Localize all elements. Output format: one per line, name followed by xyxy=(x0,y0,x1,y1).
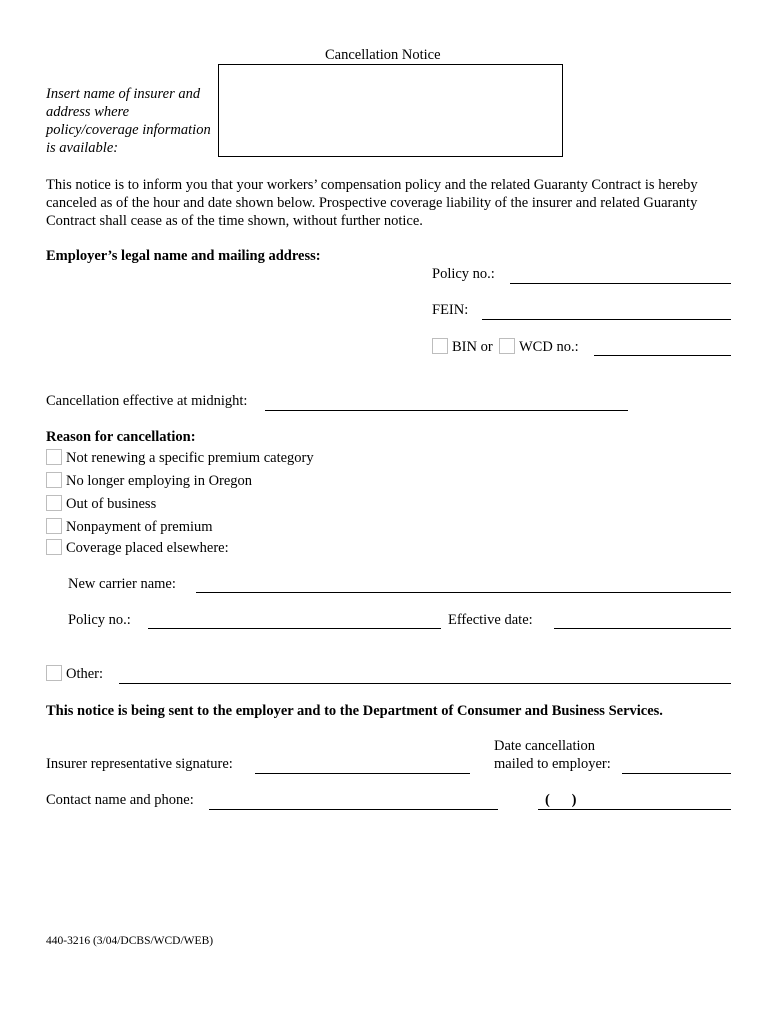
reason-label-nonpayment: Nonpayment of premium xyxy=(66,519,213,535)
effective-date-label: Effective date: xyxy=(448,612,533,628)
fein-field[interactable] xyxy=(482,319,731,320)
contact-label: Contact name and phone: xyxy=(46,792,194,808)
reason-checkbox-nonpayment[interactable] xyxy=(46,518,62,534)
contact-name-field[interactable] xyxy=(209,809,498,810)
wcd-label: WCD no.: xyxy=(519,339,579,355)
new-carrier-policy-field[interactable] xyxy=(148,628,441,629)
date-mailed-field[interactable] xyxy=(622,773,731,774)
notice-sent-text: This notice is being sent to the employer and to the Department of Consumer and Business Services. xyxy=(46,703,663,719)
rep-signature-label: Insurer representative signature: xyxy=(46,756,233,772)
cancellation-effective-field[interactable] xyxy=(265,410,628,411)
employer-policy-field[interactable] xyxy=(510,283,731,284)
other-label: Other: xyxy=(66,666,104,682)
date-mailed-label-line1: Date cancellation xyxy=(494,738,596,754)
employer-heading: Employer’s legal name and mailing address: xyxy=(46,248,321,264)
reason-checkbox-out-of-business[interactable] xyxy=(46,495,62,511)
contact-phone-field[interactable] xyxy=(538,809,731,810)
page-title: Cancellation Notice xyxy=(325,47,441,63)
wcd-checkbox[interactable] xyxy=(499,338,515,354)
reason-heading: Reason for cancellation: xyxy=(46,429,196,445)
insurer-label: Insert name of insurer and address where policy/coverage information is available: xyxy=(46,86,211,156)
insurer-name-address-field[interactable] xyxy=(218,64,563,157)
other-field[interactable] xyxy=(119,683,731,684)
effective-date-field[interactable] xyxy=(554,628,731,629)
new-carrier-field[interactable] xyxy=(196,592,731,593)
reason-label-not-renewing: Not renewing a specific premium category xyxy=(66,450,314,466)
cancellation-effective-label: Cancellation effective at midnight: xyxy=(46,393,248,409)
bin-label: BIN or xyxy=(452,339,493,355)
bin-wcd-number-field[interactable] xyxy=(594,355,731,356)
reason-label-out-of-business: Out of business xyxy=(66,496,157,512)
phone-area-code: ( ) xyxy=(545,792,577,808)
reason-label-coverage-elsewhere: Coverage placed elsewhere: xyxy=(66,540,229,556)
date-mailed-label-line2: mailed to employer: xyxy=(494,756,611,772)
new-carrier-label: New carrier name: xyxy=(68,576,176,592)
rep-signature-field[interactable] xyxy=(255,773,470,774)
new-carrier-policy-label: Policy no.: xyxy=(68,612,131,628)
reason-label-no-longer-employing: No longer employing in Oregon xyxy=(66,473,253,489)
intro-paragraph: This notice is to inform you that your workers’ compensation policy and the related Guaranty Contract is hereby canceled as of the hour and date shown below. Prospective coverage liability of the insurer and related Guaranty Contract shall cease as of the time shown, without further notice. xyxy=(46,177,698,229)
employer-policy-label: Policy no.: xyxy=(432,266,495,282)
reason-checkbox-not-renewing[interactable] xyxy=(46,449,62,465)
fein-label: FEIN: xyxy=(432,302,469,318)
reason-checkbox-no-longer-employing[interactable] xyxy=(46,472,62,488)
reason-checkbox-coverage-elsewhere[interactable] xyxy=(46,539,62,555)
reason-checkbox-other[interactable] xyxy=(46,665,62,681)
bin-checkbox[interactable] xyxy=(432,338,448,354)
form-code: 440-3216 (3/04/DCBS/WCD/WEB) xyxy=(46,935,214,947)
